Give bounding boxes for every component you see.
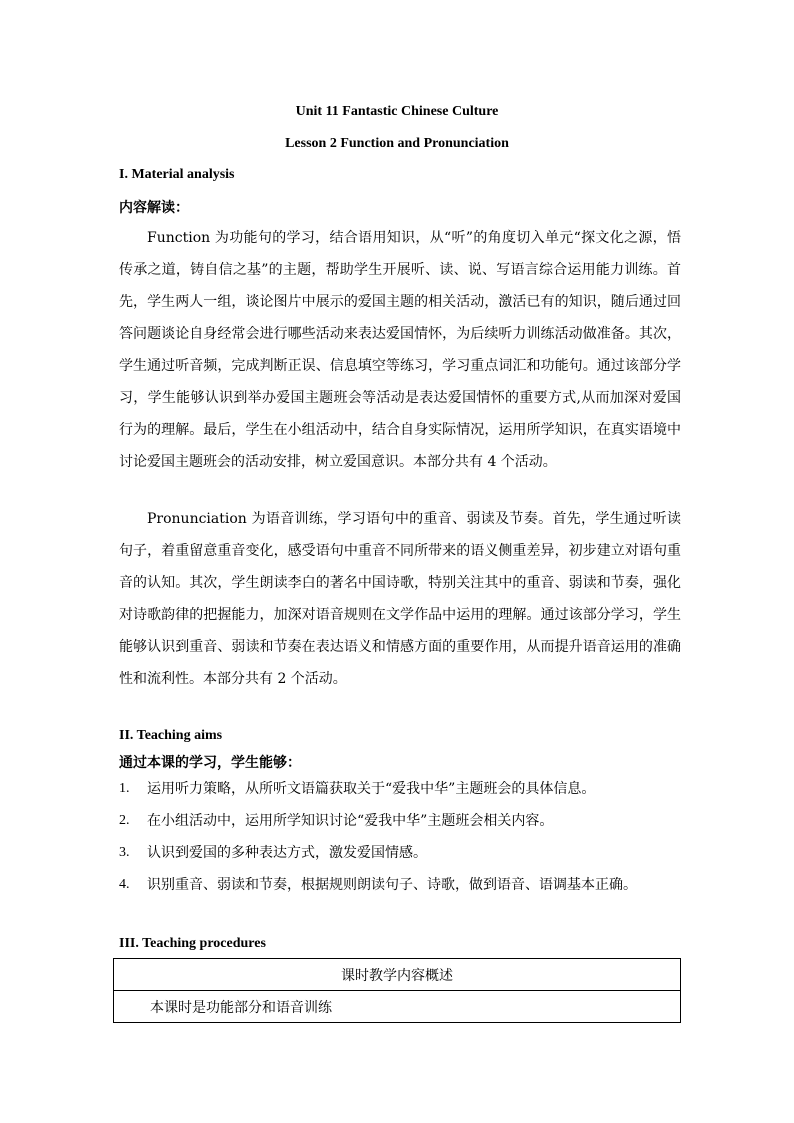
table-row bbox=[114, 991, 681, 1023]
list-item bbox=[119, 837, 681, 869]
subheading-aims-intro: 通过本课的学习，学生能够： bbox=[119, 755, 301, 771]
section-heading-teaching-aims: II. Teaching aims bbox=[119, 728, 223, 743]
list-item bbox=[119, 773, 681, 805]
list-text: 识别重音、弱读和节奏，根据规则朗读句子、诗歌，做到语音、语调基本正确。 bbox=[147, 877, 637, 893]
list-text: 认识到爱国的多种表达方式，激发爱国情感。 bbox=[147, 845, 427, 861]
procedures-table bbox=[113, 958, 681, 1023]
table-cell: 本课时是功能部分和语音训练 bbox=[114, 991, 681, 1023]
table-header-cell: 课时教学内容概述 bbox=[114, 959, 681, 991]
paragraph-pronunciation: Pronunciation 为语音训练，学习语句中的重音、弱读及节奏。首先，学生通过听读句子，着重留意重音变化，感受语句中重音不同所带来的语义侧重差异，初步建立对语句重音的认知。其次，学生朗读李白的著名中国诗歌，特别关注其中的重音、弱读和节奏，强化对诗歌韵律的把握能力，加深对语音规则在文学作品中运用的理解。通过该部分学习，学生能够认识到重音、弱读和节奏在表达语义和情感方面的重要作用，从而提升语音运用的准确性和流利性。本部分共有 2 个活动。 bbox=[119, 511, 681, 687]
list-item bbox=[119, 869, 681, 901]
unit-title: Unit 11 Fantastic Chinese Culture bbox=[295, 104, 499, 119]
subheading-content-interpretation: 内容解读： bbox=[119, 200, 189, 216]
paragraph-function: Function 为功能句的学习，结合语用知识，从“听”的角度切入单元“探文化之源，悟传承之道，铸自信之基”的主题，帮助学生开展听、读、说、写语言综合运用能力训练。首先，学生两人一组，谈论图片中展示的爱国主题的相关活动，激活已有的知识，随后通过回答问题谈论自身经常会进行哪些活动来表达爱国情怀，为后续听力训练活动做准备。其次，学生通过听音频，完成判断正误、信息填空等练习，学习重点词汇和功能句。通过该部分学习，学生能够认识到举办爱国主题班会等活动是表达爱国情怀的重要方式,从而加深对爱国行为的理解。最后，学生在小组活动中，结合自身实际情况，运用所学知识，在真实语境中讨论爱国主题班会的活动安排，树立爱国意识。本部分共有 4 个活动。 bbox=[119, 230, 681, 470]
section-heading-teaching-procedures: III. Teaching procedures bbox=[119, 936, 266, 951]
section-heading-material-analysis: I. Material analysis bbox=[119, 167, 235, 182]
list-number: 3. bbox=[119, 845, 130, 860]
lesson-title: Lesson 2 Function and Pronunciation bbox=[285, 136, 509, 151]
list-number: 1. bbox=[119, 781, 130, 796]
list-text: 运用听力策略，从所听文语篇获取关于“爱我中华”主题班会的具体信息。 bbox=[147, 781, 596, 797]
list-item bbox=[119, 805, 681, 837]
teaching-aims-list bbox=[119, 773, 681, 901]
table-row bbox=[114, 959, 681, 991]
list-number: 4. bbox=[119, 877, 130, 892]
list-text: 在小组活动中，运用所学知识讨论“爱我中华”主题班会相关内容。 bbox=[147, 813, 554, 829]
list-number: 2. bbox=[119, 813, 130, 828]
